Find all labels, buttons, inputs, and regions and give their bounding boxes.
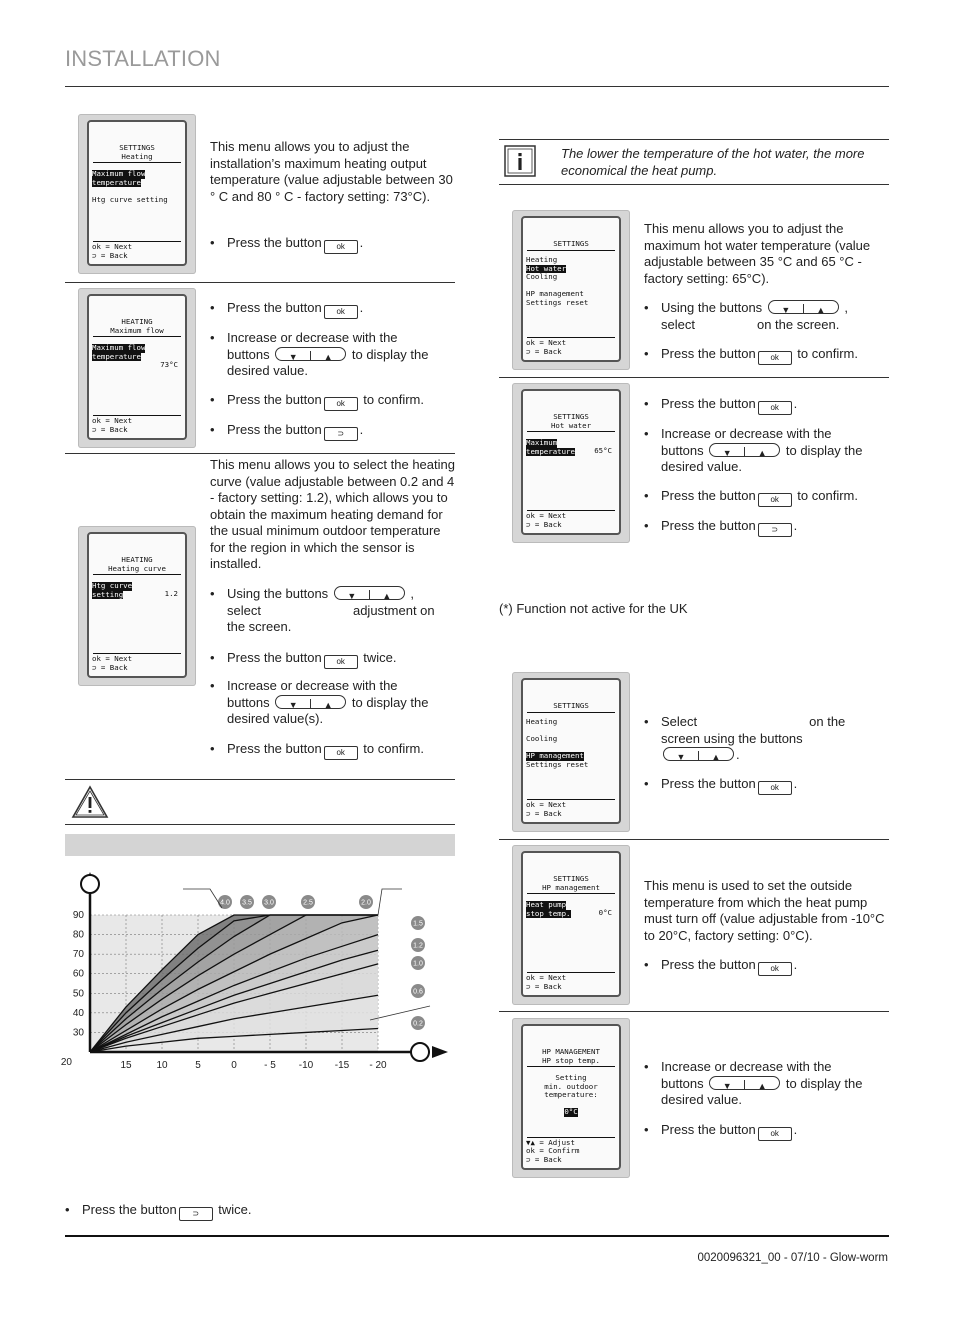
curve-label-0.2: 0.2 [413,1020,423,1028]
leader-line [378,889,402,915]
x-tick-label: -10 [298,1060,314,1071]
document-code: 0020096321_00 - 07/10 - Glow-worm [697,1252,888,1264]
bullet-press-ok: • Press the button ok . [644,396,797,415]
y-tick-label: 60 [72,968,84,980]
hot-water-note: The lower the temperature of the hot water, the more economical the heat pump. [561,146,865,178]
curve-label-4.0: 4.0 [220,899,230,907]
hp-stop-description: This menu is used to set the outside temperature from which the heat pump must turn off (value adjustable from -10°C to 20°C, factory setting: 0°C). [644,878,885,943]
ok-button-icon: ok [324,240,358,254]
x-axis-arrow [432,1046,448,1058]
x-tick-label: 5 [195,1060,201,1071]
bullet-using-buttons: • Using the buttons ▼ ▲ , select adjustment on the screen. [210,586,462,636]
hot-water-description: This menu allows you to adjust the maximum hot water temperature (value adjustable between 35 °C and 65 °C - factory setting: 65°C). [644,221,871,286]
curve-label-2.5: 2.5 [303,899,313,907]
flow-temp-icon [81,875,99,893]
lcd-screen-heating-curve: HEATING Heating curve Htg curve setting 1.2 ok = Next ⊃ = Back [78,526,196,686]
bullet-press-ok-confirm: • Press the button ok to confirm. [210,741,424,760]
bullet-increase-decrease: • Increase or decrease with the buttons ▼ ▲ to display the desired value. [644,1059,886,1109]
curve-label-1.2: 1.2 [413,942,423,950]
curve-label-1.0: 1.0 [413,960,423,968]
x-tick-label: -15 [334,1060,350,1071]
curve-label-2.0: 2.0 [361,899,371,907]
bullet-press-back: • Press the button ⊃ . [210,422,363,441]
x-tick-label: 10 [156,1060,168,1071]
heating-curve-chart [60,862,460,1077]
x-tick-label: 0 [231,1060,237,1071]
bullet-press-ok: • Press the button ok . [644,1122,797,1141]
leader-line [183,889,222,908]
lcd-screen-settings-hp-management: SETTINGS Heating Cooling HP management Settings reset ok = Next ⊃ = Back [512,672,630,832]
y-tick-label: 20 [60,1057,72,1068]
lcd-screen-hp-stop-temp: SETTINGS HP management Heat pump stop temp. 0°C ok = Next ⊃ = Back [512,845,630,1005]
heating-curve-description: This menu allows you to select the heating curve (value adjustable between 0.2 and 4 - factory setting: 1.2), which allows you to obtain the maximum heating demand for the usual minimum outdoor temperature for the region in which the sensor is installed. [210,457,455,571]
curve-label-3.0: 3.0 [264,899,274,907]
y-tick-label: 50 [72,988,84,1000]
y-tick-label: 90 [72,910,84,921]
outdoor-temp-icon [411,1043,429,1061]
y-tick-label: 80 [72,929,84,941]
curve-label-0.6: 0.6 [413,988,423,996]
lcd-screen-hp-min-outdoor: HP MANAGEMENT HP stop temp. Setting min. outdoor temperature: 0°C ▼▲ = Adjust ok = Confirm ⊃ = Back [512,1018,630,1178]
y-tick-label: 30 [72,1027,84,1039]
y-tick-label: 40 [72,1007,84,1019]
info-icon [504,145,536,177]
bullet-increase-decrease: • Increase or decrease with the buttons ▼ ▲ to display the desired value. [210,330,452,380]
bullet-increase-decrease: • Increase or decrease with the buttons ▼ ▲ to display the desired value. [644,426,886,476]
heating-flow-description: This menu allows you to adjust the installation’s maximum heating output temperature (value adjustable between 30 ° C and 80 ° C - factory setting: 73°C). [210,139,453,204]
x-tick-label: - 5 [264,1060,276,1071]
y-tick-label: 70 [72,949,84,961]
lcd-screen-settings-heating: SETTINGS Heating Maximum flow temperature Htg curve setting ok = Next ⊃ = Back [78,114,196,274]
bullet-select-hp: • Select on the screen using the buttons ▼ ▲ . [644,714,891,764]
page-title: INSTALLATION [65,46,221,71]
curve-label-1.5: 1.5 [413,920,423,928]
back-button-icon: ⊃ [324,427,358,441]
x-tick-label: 15 [120,1060,132,1071]
bullet-press-back: • Press the button ⊃ . [644,518,797,537]
warning-icon [70,784,110,820]
lcd-screen-settings-hot-water: SETTINGS Heating Hot water Cooling HP management Settings reset ok = Next ⊃ = Back [512,210,630,370]
bullet-press-ok: • Press the button ok . [644,957,797,976]
footer-rule [65,1235,889,1237]
bullet-press-back-twice: • Press the button ⊃ twice. [65,1202,252,1221]
chart-title-bar [65,834,455,856]
header-rule [65,86,889,87]
bullet-using-buttons: • Using the buttons ▼ ▲ , select on the screen. [644,300,901,333]
bullet-press-ok-confirm: • Press the button ok to confirm. [210,392,424,411]
bullet-increase-decrease-values: • Increase or decrease with the buttons ▼ ▲ to display the desired value(s). [210,678,452,728]
lcd-screen-heating-max-flow: HEATING Maximum flow Maximum flow temperature 73°C ok = Next ⊃ = Back [78,288,196,448]
bullet-press-ok: • Press the button ok . [210,300,363,319]
bullet-press-ok: • Press the button ok . [644,776,797,795]
down-up-buttons-icon: ▼ ▲ [275,347,346,361]
curve-label-3.5: 3.5 [242,899,252,907]
bullet-press-ok: • Press the button ok . [210,235,363,254]
uk-footnote: (*) Function not active for the UK [499,601,688,616]
bullet-press-ok-confirm: • Press the button ok to confirm. [644,346,858,365]
x-tick-label: - 20 [369,1060,387,1071]
lcd-screen-hot-water-max: SETTINGS Hot water Maximum temperature 65°C ok = Next ⊃ = Back [512,383,630,543]
bullet-press-ok-confirm: • Press the button ok to confirm. [644,488,858,507]
bullet-press-ok-twice: • Press the button ok twice. [210,650,397,669]
